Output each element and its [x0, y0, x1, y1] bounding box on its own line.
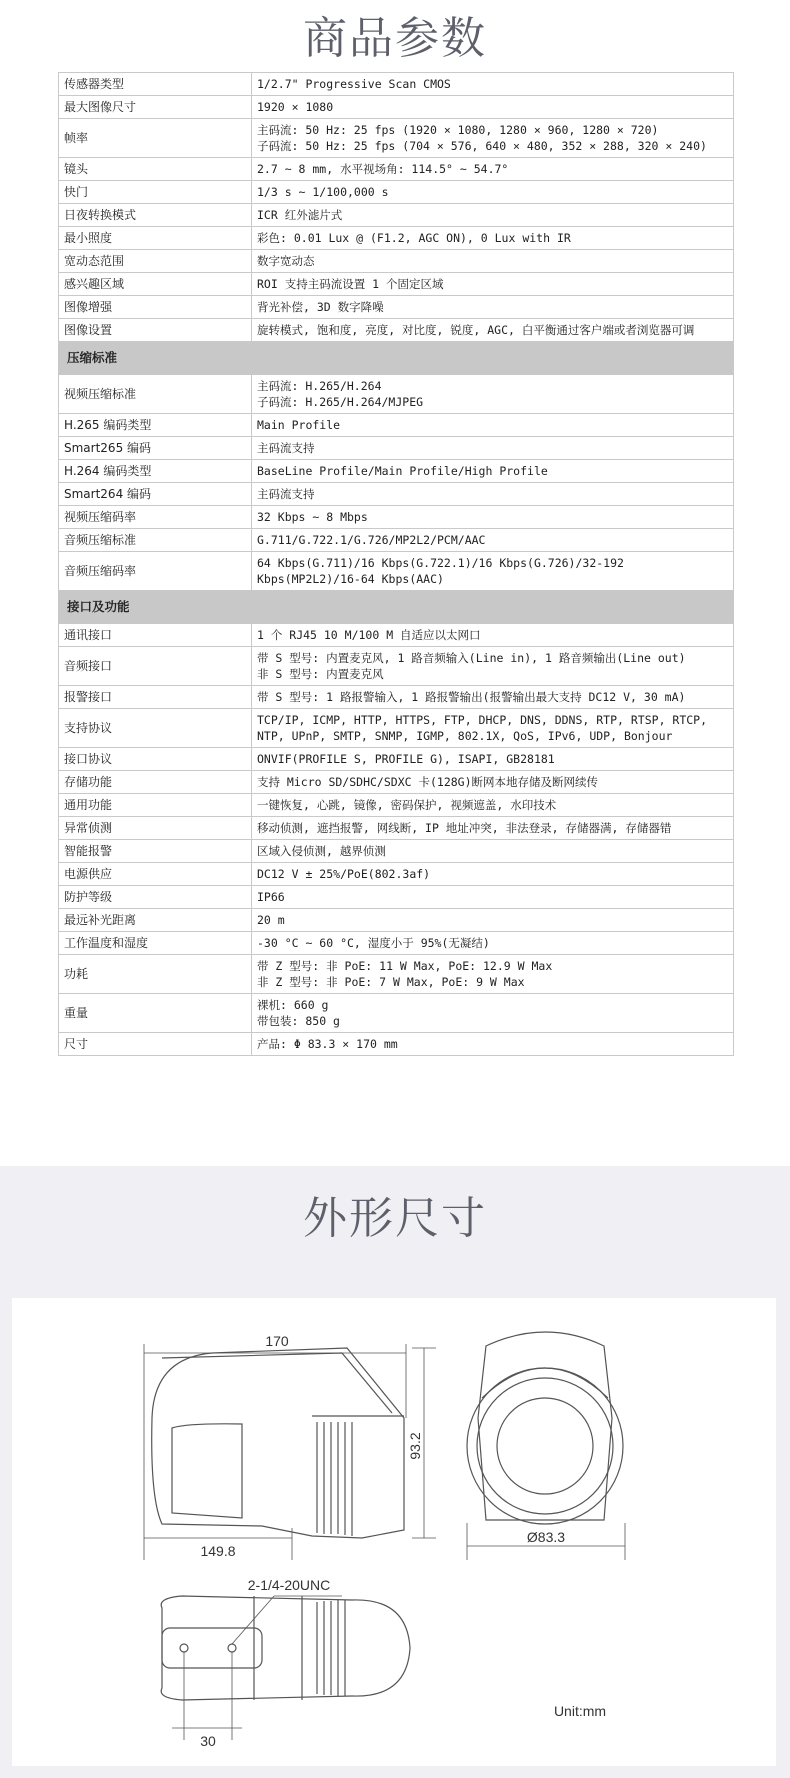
spec-value-line: 带包装: 850 g	[257, 1014, 340, 1028]
spec-row	[59, 817, 734, 840]
spec-row	[59, 96, 734, 119]
spec-value-line: 20 m	[257, 913, 285, 927]
spec-value	[252, 863, 734, 886]
spec-key: 存储功能	[59, 771, 252, 794]
spec-key: 音频压缩码率	[59, 552, 252, 591]
spec-value-line: 1 个 RJ45 10 M/100 M 自适应以太网口	[257, 628, 481, 642]
spec-row	[59, 686, 734, 709]
spec-row	[59, 1033, 734, 1056]
spec-row	[59, 909, 734, 932]
dimension-svg	[12, 1298, 776, 1766]
spec-value-line: 背光补偿, 3D 数字降噪	[257, 300, 384, 314]
spec-value	[252, 647, 734, 686]
spec-key: 日夜转换模式	[59, 204, 252, 227]
spec-key: 接口协议	[59, 748, 252, 771]
spec-value	[252, 817, 734, 840]
spec-key: H.264 编码类型	[59, 460, 252, 483]
spec-value-line: 2.7 ~ 8 mm, 水平视场角: 114.5° ~ 54.7°	[257, 162, 509, 176]
spec-row	[59, 296, 734, 319]
spec-key: 异常侦测	[59, 817, 252, 840]
spec-row	[59, 460, 734, 483]
spec-key: 音频接口	[59, 647, 252, 686]
spec-row	[59, 375, 734, 414]
spec-row	[59, 647, 734, 686]
spec-key: 支持协议	[59, 709, 252, 748]
spec-key: 重量	[59, 994, 252, 1033]
spec-key: 宽动态范围	[59, 250, 252, 273]
spec-key: 最小照度	[59, 227, 252, 250]
spec-value	[252, 375, 734, 414]
spec-value	[252, 994, 734, 1033]
spec-key: 快门	[59, 181, 252, 204]
spec-value	[252, 273, 734, 296]
spec-row	[59, 748, 734, 771]
spec-value-line: 区域入侵侦测, 越界侦测	[257, 844, 386, 858]
spec-row	[59, 994, 734, 1033]
spec-value-line: Main Profile	[257, 418, 341, 432]
spec-value-line: 非 Z 型号: 非 PoE: 7 W Max, PoE: 9 W Max	[257, 975, 525, 989]
spec-key: Smart264 编码	[59, 483, 252, 506]
spec-key: 报警接口	[59, 686, 252, 709]
spec-key: 视频压缩标准	[59, 375, 252, 414]
spec-value	[252, 227, 734, 250]
spec-value-line: 主码流: 50 Hz: 25 fps (1920 × 1080, 1280 × 960, 1280 × 720)	[257, 123, 659, 137]
spec-value	[252, 506, 734, 529]
dim-height-label: 93.2	[407, 1432, 423, 1460]
spec-value-line: 裸机: 660 g	[257, 998, 329, 1012]
spec-row	[59, 273, 734, 296]
spec-value-line: TCP/IP, ICMP, HTTP, HTTPS, FTP, DHCP, DNS, DDNS, RTP, RTSP, RTCP, NTP, UPnP, SMTP, SNMP, IGMP, 802.1X, QoS, IPv6, UDP, Bonjour	[257, 713, 708, 743]
side-view	[152, 1348, 404, 1538]
spec-value	[252, 460, 734, 483]
dim-mount-label: 30	[200, 1733, 216, 1749]
spec-key: 通讯接口	[59, 624, 252, 647]
spec-key: 音频压缩标准	[59, 529, 252, 552]
spec-value	[252, 909, 734, 932]
spec-value-line: 旋转模式, 饱和度, 亮度, 对比度, 锐度, AGC, 白平衡通过客户端或者浏览器可调	[257, 323, 695, 337]
spec-row	[59, 227, 734, 250]
spec-value	[252, 932, 734, 955]
spec-row	[59, 319, 734, 342]
spec-key: 最大图像尺寸	[59, 96, 252, 119]
spec-key: 图像设置	[59, 319, 252, 342]
spec-value-line: 1/2.7" Progressive Scan CMOS	[257, 77, 451, 91]
spec-row	[59, 955, 734, 994]
front-view	[467, 1332, 623, 1524]
spec-value	[252, 204, 734, 227]
section-header-row	[59, 342, 734, 375]
spec-row	[59, 119, 734, 158]
section-header: 压缩标准	[59, 342, 734, 375]
spec-row	[59, 250, 734, 273]
spec-row	[59, 483, 734, 506]
spec-value	[252, 840, 734, 863]
spec-value-line: ICR 红外滤片式	[257, 208, 343, 222]
spec-key: 智能报警	[59, 840, 252, 863]
spec-key: 图像增强	[59, 296, 252, 319]
dim-diameter-label: Ø83.3	[526, 1529, 566, 1545]
spec-value	[252, 73, 734, 96]
spec-row	[59, 794, 734, 817]
spec-value	[252, 250, 734, 273]
spec-value	[252, 624, 734, 647]
spec-key: 感兴趣区域	[59, 273, 252, 296]
spec-row	[59, 709, 734, 748]
spec-value	[252, 552, 734, 591]
spec-row	[59, 437, 734, 460]
spec-key: 防护等级	[59, 886, 252, 909]
spec-value-line: -30 °C ~ 60 °C, 湿度小于 95%(无凝结)	[257, 936, 490, 950]
spec-key: 功耗	[59, 955, 252, 994]
spec-value-line: 带 Z 型号: 非 PoE: 11 W Max, PoE: 12.9 W Max	[257, 959, 553, 973]
spec-value	[252, 686, 734, 709]
spec-value	[252, 119, 734, 158]
spec-value	[252, 886, 734, 909]
spec-key: H.265 编码类型	[59, 414, 252, 437]
spec-value	[252, 437, 734, 460]
spec-row	[59, 932, 734, 955]
dims-title: 外形尺寸	[303, 1193, 487, 1244]
spec-value-line: 1920 × 1080	[257, 100, 334, 114]
spec-key: 镜头	[59, 158, 252, 181]
spec-value-line: 主码流支持	[257, 487, 315, 501]
section-header-row	[59, 591, 734, 624]
spec-value	[252, 181, 734, 204]
spec-value-line: G.711/G.722.1/G.726/MP2L2/PCM/AAC	[257, 533, 486, 547]
spec-row	[59, 181, 734, 204]
spec-value-line: 带 S 型号: 1 路报警输入, 1 路报警输出(报警输出最大支持 DC12 V, 30 mA)	[257, 690, 686, 704]
spec-value-line: 一键恢复, 心跳, 镜像, 密码保护, 视频遮盖, 水印技术	[257, 798, 557, 812]
params-title: 商品参数	[303, 13, 487, 64]
spec-key: 通用功能	[59, 794, 252, 817]
dimension-drawing	[12, 1298, 776, 1766]
unit-label: Unit:mm	[553, 1703, 607, 1719]
spec-value-line: 64 Kbps(G.711)/16 Kbps(G.722.1)/16 Kbps(G.726)/32-192 Kbps(MP2L2)/16-64 Kbps(AAC)	[257, 556, 624, 586]
spec-value-line: 带 S 型号: 内置麦克风, 1 路音频输入(Line in), 1 路音频输出(Line out)	[257, 651, 686, 665]
spec-value-line: BaseLine Profile/Main Profile/High Profile	[257, 464, 548, 478]
spec-value-line: IP66	[257, 890, 285, 904]
spec-value	[252, 1033, 734, 1056]
spec-row	[59, 158, 734, 181]
spec-value-line: 支持 Micro SD/SDHC/SDXC 卡(128G)断网本地存储及断网续传	[257, 775, 599, 789]
spec-value-line: 1/3 s ~ 1/100,000 s	[257, 185, 389, 199]
spec-value	[252, 794, 734, 817]
bottom-view	[161, 1596, 410, 1700]
spec-value-line: ONVIF(PROFILE S, PROFILE G), ISAPI, GB28181	[257, 752, 555, 766]
spec-row	[59, 506, 734, 529]
spec-value-line: 数字宽动态	[257, 254, 315, 268]
spec-value-line: 子码流: H.265/H.264/MJPEG	[257, 395, 424, 409]
spec-row	[59, 863, 734, 886]
spec-key: 传感器类型	[59, 73, 252, 96]
dim-base-label: 149.8	[200, 1543, 236, 1559]
spec-value-line: 子码流: 50 Hz: 25 fps (704 × 576, 640 × 480, 352 × 288, 320 × 240)	[257, 139, 707, 153]
spec-value-line: 产品: Φ 83.3 × 170 mm	[257, 1037, 398, 1051]
spec-value-line: 非 S 型号: 内置麦克风	[257, 667, 384, 681]
spec-key: 工作温度和湿度	[59, 932, 252, 955]
spec-row	[59, 840, 734, 863]
spec-value-line: 主码流支持	[257, 441, 315, 455]
spec-value	[252, 296, 734, 319]
spec-value	[252, 529, 734, 552]
spec-value	[252, 319, 734, 342]
spec-key: 最远补光距离	[59, 909, 252, 932]
spec-row	[59, 414, 734, 437]
spec-value	[252, 748, 734, 771]
dim-thread-label: 2-1/4-20UNC	[247, 1577, 331, 1593]
spec-value	[252, 96, 734, 119]
spec-key: 视频压缩码率	[59, 506, 252, 529]
spec-value	[252, 483, 734, 506]
spec-value	[252, 955, 734, 994]
spec-value-line: 移动侦测, 遮挡报警, 网线断, IP 地址冲突, 非法登录, 存储器满, 存储器错	[257, 821, 672, 835]
spec-value	[252, 414, 734, 437]
dim-length-label: 170	[265, 1333, 289, 1349]
spec-row	[59, 624, 734, 647]
spec-row	[59, 552, 734, 591]
spec-row	[59, 771, 734, 794]
section-header: 接口及功能	[59, 591, 734, 624]
spec-key: 帧率	[59, 119, 252, 158]
spec-value-line: ROI 支持主码流设置 1 个固定区域	[257, 277, 444, 291]
spec-row	[59, 529, 734, 552]
spec-value-line: DC12 V ± 25%/PoE(802.3af)	[257, 867, 431, 881]
spec-value	[252, 771, 734, 794]
spec-key: 电源供应	[59, 863, 252, 886]
spec-value	[252, 709, 734, 748]
spec-value-line: 32 Kbps ~ 8 Mbps	[257, 510, 368, 524]
spec-value-line: 主码流: H.265/H.264	[257, 379, 382, 393]
spec-value	[252, 158, 734, 181]
spec-row	[59, 886, 734, 909]
spec-row	[59, 73, 734, 96]
spec-key: 尺寸	[59, 1033, 252, 1056]
spec-row	[59, 204, 734, 227]
spec-table	[58, 72, 734, 1056]
spec-value-line: 彩色: 0.01 Lux @ (F1.2, AGC ON), 0 Lux with IR	[257, 231, 571, 245]
spec-key: Smart265 编码	[59, 437, 252, 460]
